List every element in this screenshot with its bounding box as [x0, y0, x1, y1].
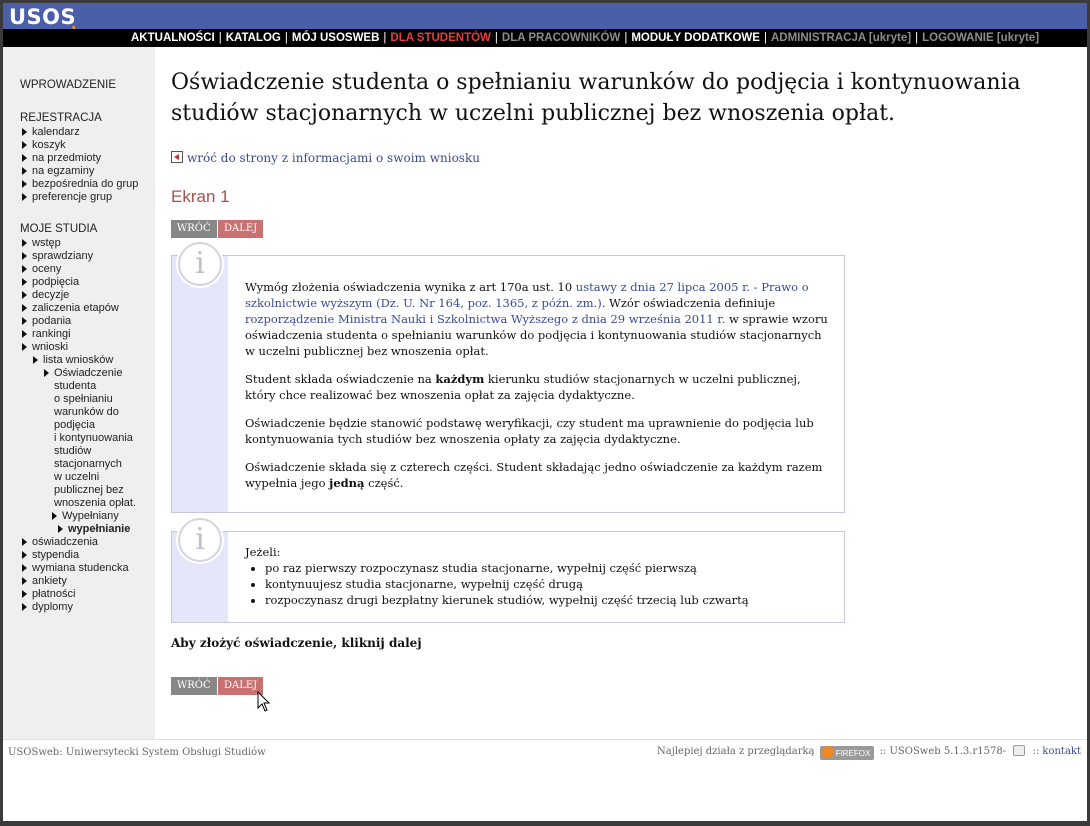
- triangle-right-icon: [22, 278, 27, 286]
- footer-separator: ::: [1032, 746, 1040, 757]
- triangle-right-icon: [22, 128, 27, 136]
- triangle-right-icon: [22, 577, 27, 585]
- list-item: • kontynuujesz studia stacjonarne, wypełnij część drugą: [265, 576, 830, 592]
- info-icon: i: [178, 242, 222, 286]
- footer: [3, 739, 1087, 766]
- triangle-right-icon: [33, 356, 38, 364]
- nav-separator: |: [218, 32, 222, 44]
- next-button-bottom[interactable]: DALEJ: [218, 677, 263, 695]
- triangle-right-icon: [22, 239, 27, 247]
- main-content: [155, 47, 1087, 739]
- nav-separator: |: [763, 32, 767, 44]
- info-box-parts: [171, 522, 845, 623]
- triangle-right-icon: [22, 180, 27, 188]
- info-box-legal: [171, 246, 845, 513]
- triangle-right-icon: [22, 193, 27, 201]
- nav-aktualnosci[interactable]: AKTUALNOŚCI: [131, 32, 215, 44]
- header-bar: [3, 3, 1087, 29]
- triangle-right-icon: [22, 141, 27, 149]
- sidebar-item-preferencje[interactable]: preferencje grup: [22, 191, 112, 204]
- triangle-right-icon: [22, 154, 27, 162]
- sidebar-item-sprawdziany[interactable]: sprawdziany: [22, 250, 93, 263]
- sidebar-item-oceny[interactable]: oceny: [22, 263, 61, 276]
- nav-separator: |: [284, 32, 288, 44]
- info-paragraph-4: Oświadczenie składa się z czterech części. Student składając jedno oświadczenie za każdym razem wypełnia jego jedną część.: [245, 460, 823, 490]
- triangle-right-icon: [58, 525, 63, 533]
- nav-logowanie[interactable]: LOGOWANIE [ukryte]: [922, 32, 1040, 44]
- next-button-top[interactable]: DALEJ: [218, 220, 263, 238]
- info-intro: Jeżeli:: [245, 545, 281, 559]
- triangle-right-icon: [22, 330, 27, 338]
- triangle-right-icon: [22, 167, 27, 175]
- triangle-right-icon: [22, 603, 27, 611]
- triangle-right-icon: [22, 291, 27, 299]
- sidebar-item-dyplomy[interactable]: dyplomy: [22, 601, 73, 614]
- triangle-right-icon: [22, 564, 27, 572]
- sidebar-item-wymiana[interactable]: wymiana studencka: [22, 562, 129, 575]
- sidebar-item-lista-wnioskow[interactable]: lista wniosków: [33, 354, 113, 367]
- nav-katalog[interactable]: KATALOG: [225, 32, 281, 44]
- nav-administracja[interactable]: ADMINISTRACJA [ukryte]: [770, 32, 912, 44]
- sidebar-item-platnosci[interactable]: płatności: [22, 588, 75, 601]
- sidebar-heading-moje-studia[interactable]: MOJE STUDIA: [20, 223, 98, 235]
- parts-list: [245, 560, 830, 608]
- browser-viewport: [3, 3, 1087, 821]
- nav-moj-usosweb[interactable]: MÓJ USOSWEB: [291, 32, 380, 44]
- sidebar-item-ankiety[interactable]: ankiety: [22, 575, 67, 588]
- footer-system-name: USOSweb: Uniwersytecki System Obsługi Studiów: [8, 747, 266, 758]
- nav-moduly-dodatkowe[interactable]: MODUŁY DODATKOWE: [631, 32, 760, 44]
- mouse-cursor-icon: [257, 691, 271, 713]
- sidebar-item-wnioski[interactable]: wnioski: [22, 341, 68, 354]
- triangle-right-icon: [44, 369, 49, 377]
- main-navigation: [3, 29, 1087, 47]
- sidebar-item-oswiadczenia[interactable]: oświadczenia: [22, 536, 98, 549]
- sidebar-item-podania[interactable]: podania: [22, 315, 71, 328]
- list-item: • rozpoczynasz drugi bezpłatny kierunek studiów, wypełnij część trzecią lub czwartą: [265, 592, 830, 608]
- call-to-action-text: Aby złożyć oświadczenie, kliknij dalej: [171, 636, 422, 650]
- triangle-right-icon: [22, 551, 27, 559]
- triangle-right-icon: [52, 512, 57, 520]
- sidebar-item-koszyk[interactable]: koszyk: [22, 139, 66, 152]
- triangle-right-icon: [22, 343, 27, 351]
- triangle-right-icon: [22, 304, 27, 312]
- sidebar-heading-rejestracja[interactable]: REJESTRACJA: [20, 112, 102, 124]
- firefox-badge[interactable]: FIREFOX: [820, 746, 875, 760]
- info-paragraph-1: Wymóg złożenia oświadczenia wynika z art 170a ust. 10 ustawy z dnia 27 lipca 2005 r. - Prawo o szkolnictwie wyższym (Dz. U. Nr 164, poz. 1365, z późn. zm.). Wzór oświadczenia definiuje rozporządzenie Ministra Nauki i Szkolnictwa Wyższego z dnia 29 września 2011 r. w sprawie wzoru oświadczenia studenta o spełnianiu warunków do podjęcia i kontynuowania studiów stacjonarnych w uczelni publicznej bez wnoszenia opłat.: [245, 280, 828, 358]
- info-icon: i: [178, 518, 222, 562]
- back-to-application-link[interactable]: wróć do strony z informacjami o swoim wniosku: [171, 151, 480, 165]
- version-text: :: USOSweb 5.1.3.r1578-: [879, 746, 1007, 757]
- nav-separator: |: [383, 32, 387, 44]
- back-button-bottom[interactable]: WRÓĆ: [171, 677, 217, 695]
- nav-separator: |: [915, 32, 919, 44]
- law-act-link[interactable]: ustawy z dnia 27 lipca 2005 r. - Prawo o szkolnictwie wyższym (Dz. U. Nr 164, poz. 1365, z późn. zm.): [245, 280, 809, 310]
- triangle-right-icon: [22, 317, 27, 325]
- sidebar-item-wprowadzenie[interactable]: WPROWADZENIE: [20, 79, 117, 91]
- page-title: Oświadczenie studenta o spełnianiu warunków do podjęcia i kontynuowania studiów stacjonarnych w uczelni publicznej bez wnoszenia opłat.: [171, 70, 1021, 126]
- nav-dla-studentow[interactable]: DLA STUDENTÓW: [390, 32, 491, 44]
- info-strip: [172, 256, 228, 512]
- list-item: • po raz pierwszy rozpoczynasz studia stacjonarne, wypełnij część pierwszą: [265, 560, 830, 576]
- toggle-icon[interactable]: [1013, 745, 1025, 756]
- sidebar-item-decyzje[interactable]: decyzje: [22, 289, 69, 302]
- info-paragraph-3: Oświadczenie będzie stanowić podstawę weryfikacji, czy student ma uprawnienie do podjęcia lub kontynuowania tych studiów bez wnoszenia opłaty za zajęcia dydaktyczne.: [245, 416, 814, 446]
- sidebar-item-na-przedmioty[interactable]: na przedmioty: [22, 152, 101, 165]
- sidebar-item-wstep[interactable]: wstęp: [22, 237, 61, 250]
- footer-info: [657, 745, 1081, 760]
- nav-separator: |: [624, 32, 628, 44]
- back-arrow-icon: [171, 151, 183, 163]
- sidebar-menu: [3, 47, 155, 739]
- contact-link[interactable]: kontakt: [1042, 746, 1081, 757]
- triangle-right-icon: [22, 590, 27, 598]
- sidebar-item-wypelniany[interactable]: Wypełniany: [52, 510, 119, 523]
- sidebar-item-rankingi[interactable]: rankingi: [22, 328, 71, 341]
- logo-usos-text: USOS: [9, 5, 77, 29]
- sidebar-item-podpiecia[interactable]: podpięcia: [22, 276, 79, 289]
- nav-separator: |: [494, 32, 498, 44]
- nav-dla-pracownikow[interactable]: DLA PRACOWNIKÓW: [501, 32, 621, 44]
- triangle-right-icon: [22, 538, 27, 546]
- triangle-right-icon: [22, 265, 27, 273]
- sidebar-item-zaliczenia[interactable]: zaliczenia etapów: [22, 302, 119, 315]
- regulation-link[interactable]: rozporządzenie Ministra Nauki i Szkolnictwa Wyższego z dnia 29 września 2011 r.: [245, 312, 726, 326]
- firefox-icon: [822, 746, 834, 758]
- sidebar-item-bezposrednia[interactable]: bezpośrednia do grup: [22, 178, 138, 191]
- sidebar-item-kalendarz[interactable]: kalendarz: [22, 126, 80, 139]
- triangle-right-icon: [22, 252, 27, 260]
- sidebar-item-stypendia[interactable]: stypendia: [22, 549, 79, 562]
- screen-title: Ekran 1: [171, 187, 230, 206]
- info-paragraph-2: Student składa oświadczenie na każdym kierunku studiów stacjonarnych w uczelni publicznej, który chce realizować bez wnoszenia opłat za zajęcia dydaktyczne.: [245, 372, 801, 402]
- sidebar-item-oswiadczenie-cont[interactable]: studenta o spełnianiu warunków do podjęcia i kontynuowania studiów stacjonarnych w uczelni publicznej bez wnoszenia opłat.: [54, 380, 136, 509]
- back-button-top[interactable]: WRÓĆ: [171, 220, 217, 238]
- sidebar-item-wypelnianie[interactable]: wypełnianie: [58, 523, 130, 536]
- sidebar-item-na-egzaminy[interactable]: na egzaminy: [22, 165, 94, 178]
- best-with-text: Najlepiej działa z przeglądarką: [657, 746, 815, 757]
- usosweb-logo[interactable]: [9, 6, 76, 28]
- sidebar-item-oswiadczenie[interactable]: Oświadczenie: [44, 367, 122, 380]
